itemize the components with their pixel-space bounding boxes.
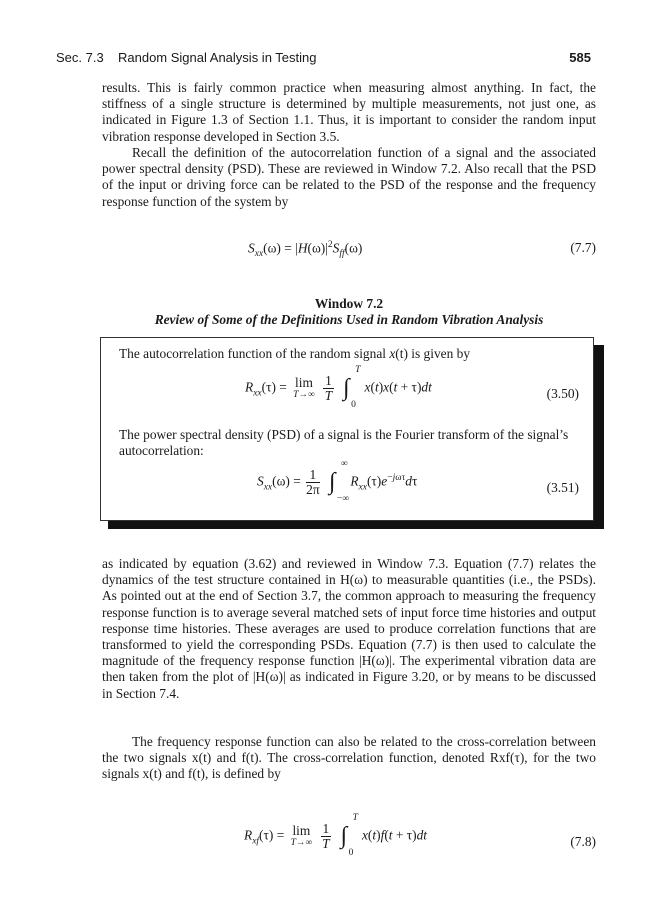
equation-7-7 bbox=[102, 230, 596, 270]
window-text-2: The power spectral density (PSD) of a signal is the Fourier transform of the signal’s autocorrelation: bbox=[119, 427, 569, 459]
equation-3-50-body: $R_{xx}(\tau) = \lim$ T→∞ $\frac{1}{T}$ ∫ T 0 x(t)x(t + τ)dt bbox=[245, 365, 432, 410]
equation-3-51-number: (3.51) bbox=[546, 480, 579, 495]
running-head-title: Random Signal Analysis in Testing bbox=[118, 50, 317, 65]
equation-3-51-body: $S_{xx}(\omega)$ = $\frac{1}{2\pi}$ ∫ ∞ −∞ $R_{xx}(\tau)e^{-j\omega\tau}d\tau$ bbox=[257, 459, 418, 504]
window-box bbox=[100, 337, 594, 521]
equation-7-7-body: $S_{xx}(\omega) = |H(\omega)|^2S_{ff}(\omega)$ bbox=[248, 240, 363, 260]
page-number: 585 bbox=[569, 50, 591, 65]
running-head-section: Sec. 7.3 bbox=[56, 50, 104, 65]
equation-7-8 bbox=[102, 813, 596, 860]
window-title: Window 7.2 bbox=[314, 296, 384, 311]
paragraph-2: Recall the definition of the autocorrelation function of a signal and the associated power spectral density (PSD). These are reviewed in Window 7.2. Also recall that the PSD of the input or driving force can be related to the PSD of the response and the frequency response function of the system by bbox=[102, 145, 596, 209]
equation-3-50 bbox=[119, 365, 579, 412]
equation-7-8-number: (7.8) bbox=[570, 834, 596, 849]
window-subtitle: Review of Some of the Definitions Used in Random Vibration Analysis bbox=[154, 312, 544, 327]
paragraph-4: The frequency response function can also be related to the cross-correlation between the two signals x(t) and f(t). The cross-correlation function, denoted Rxf(τ), for the two signals x(t) and f(t), is defined by bbox=[102, 734, 596, 782]
equation-7-8-body: $R_{xf}(\tau) = \lim$ T→∞ $\frac{1}{T}$ ∫ T 0 x(t)f(t + τ)dt bbox=[244, 813, 428, 858]
equation-7-7-number: (7.7) bbox=[570, 240, 596, 255]
window-text-1: The autocorrelation function of the random signal x(t) is given by bbox=[119, 346, 471, 361]
paragraph-1: results. This is fairly common practice when measuring almost anything. In fact, the stiffness of a single structure is determined by multiple measurements, not just one, as indicated in Figure 1.3 of Section 1.1. Thus, it is important to consider the random input vibration response developed in Section 3.5. bbox=[102, 80, 596, 144]
paragraph-3: as indicated by equation (3.62) and reviewed in Window 7.3. Equation (7.7) relates the dynamics of the test structure contained in H(ω) to measurable quantities (i.e., the PSDs). As pointed out at the end of Section 3.7, the common approach to measuring the frequency response function is to average several matched sets of input force time histories and output response time histories. These averages are used to produce correlation functions that are transformed to yield the corresponding PSDs. Equation (7.7) is then used to calculate the magnitude of the frequency response function |H(ω)|. The experimental vibration data are then taken from the plot of |H(ω)| as indicated in Figure 3.20, or by means to be discussed in Section 7.4. bbox=[102, 556, 596, 701]
equation-3-50-number: (3.50) bbox=[546, 386, 579, 401]
equation-3-51 bbox=[119, 459, 579, 506]
